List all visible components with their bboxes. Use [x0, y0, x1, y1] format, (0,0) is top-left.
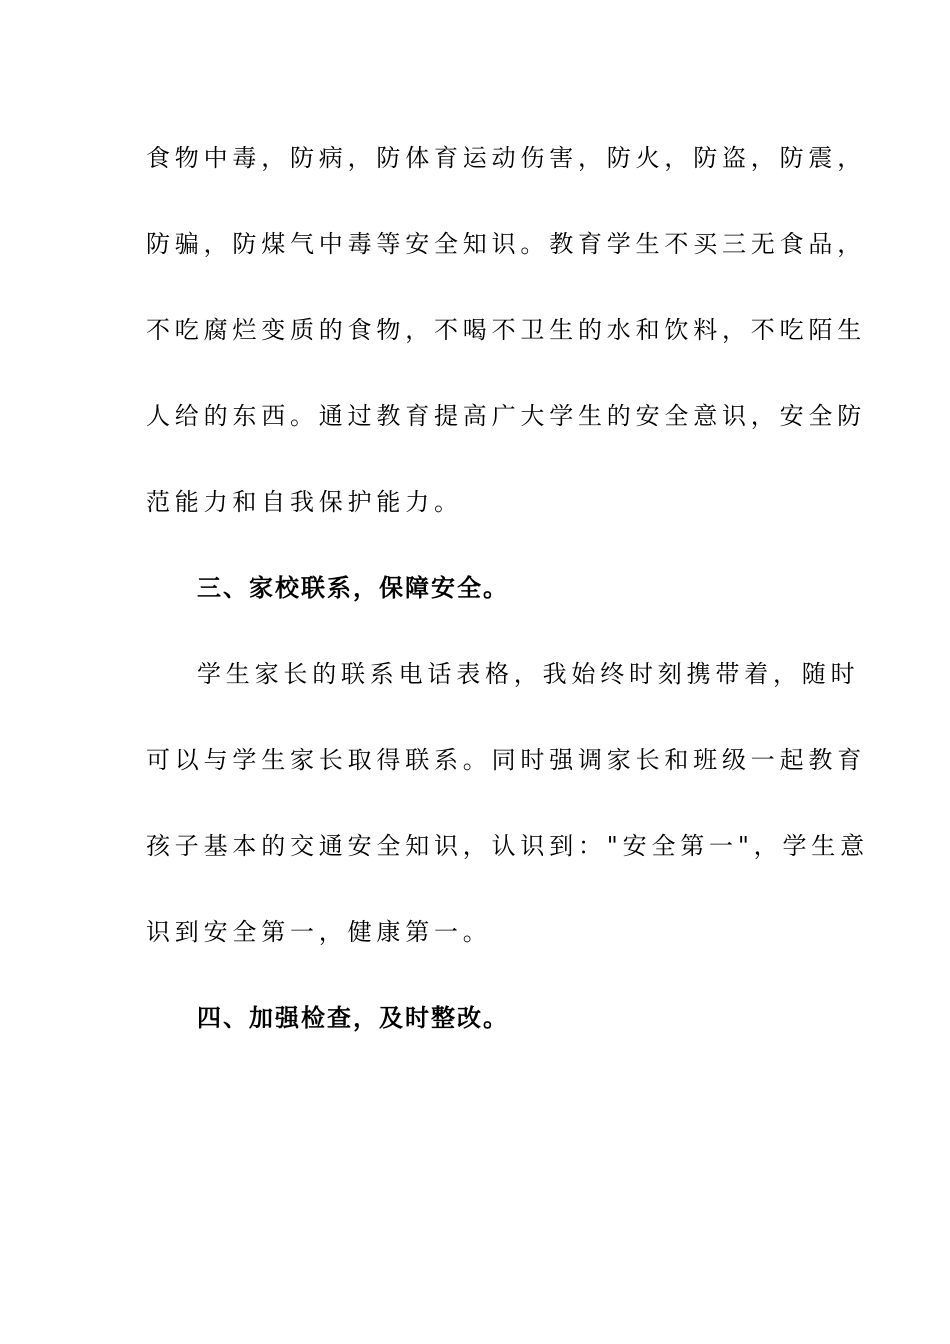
body-text-line: 孩子基本的交通安全知识，认识到："安全第一"，学生意 — [146, 832, 869, 860]
body-text-line: 人给的东西。通过教育提高广大学生的安全意识，安全防 — [146, 402, 866, 430]
section-heading: 三、家校联系，保障安全。 — [197, 574, 509, 602]
body-text-line: 可以与学生家长取得联系。同时强调家长和班级一起教育 — [146, 746, 866, 774]
section-heading: 四、加强检查，及时整改。 — [197, 1004, 509, 1032]
body-text-line: 不吃腐烂变质的食物，不喝不卫生的水和饮料，不吃陌生 — [146, 316, 866, 344]
body-text-line: 范能力和自我保护能力。 — [146, 488, 463, 516]
body-text-line: 识到安全第一，健康第一。 — [146, 918, 492, 946]
body-text-line: 学生家长的联系电话表格，我始终时刻携带着，随时 — [197, 660, 860, 688]
body-text-line: 食物中毒，防病，防体育运动伤害，防火，防盗，防震， — [146, 144, 866, 172]
body-text-line: 防骗，防煤气中毒等安全知识。教育学生不买三无食品， — [146, 230, 866, 258]
